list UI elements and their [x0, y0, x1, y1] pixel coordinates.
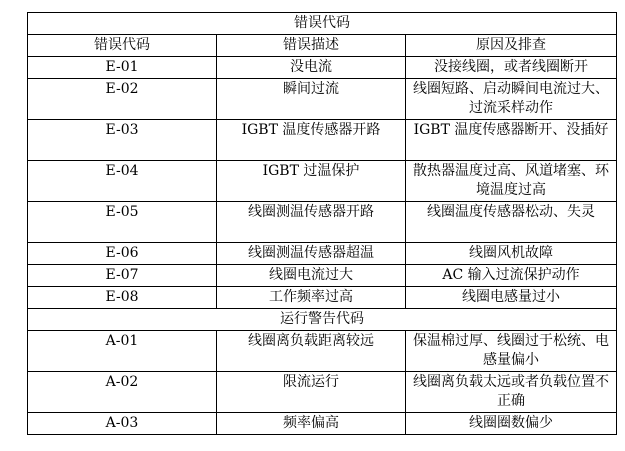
code-cell: E-03 [28, 120, 217, 161]
description-cell: 线圈测温传感器开路 [217, 202, 406, 243]
table-row [28, 413, 617, 435]
table-row [28, 161, 617, 202]
description-cell: IGBT 过温保护 [217, 161, 406, 202]
table-row [28, 202, 617, 243]
description-cell: 线圈电流过大 [217, 265, 406, 287]
cause-cell: 线圈离负载太远或者负载位置不正确 [406, 372, 617, 413]
table-row [28, 372, 617, 413]
code-cell: E-04 [28, 161, 217, 202]
description-cell: 限流运行 [217, 372, 406, 413]
code-cell: E-01 [28, 57, 217, 79]
code-cell: E-02 [28, 79, 217, 120]
table-row [28, 331, 617, 372]
warning-section-row [28, 309, 617, 331]
description-cell: 工作频率过高 [217, 287, 406, 309]
cause-cell: 散热器温度过高、风道堵塞、环境温度过高 [406, 161, 617, 202]
description-cell: IGBT 温度传感器开路 [217, 120, 406, 161]
table-row [28, 265, 617, 287]
description-cell: 线圈离负载距离较远 [217, 331, 406, 372]
cause-cell: 线圈短路、启动瞬间电流过大、过流采样动作 [406, 79, 617, 120]
header-row [28, 35, 617, 57]
cause-cell: 没接线圈，或者线圈断开 [406, 57, 617, 79]
description-cell: 线圈测温传感器超温 [217, 243, 406, 265]
header-description: 错误描述 [217, 35, 406, 57]
code-cell: A-02 [28, 372, 217, 413]
cause-cell: 线圈风机故障 [406, 243, 617, 265]
header-code: 错误代码 [28, 35, 217, 57]
error-code-table [27, 12, 617, 435]
description-cell: 频率偏高 [217, 413, 406, 435]
error-section-title: 错误代码 [28, 13, 617, 35]
table-row [28, 243, 617, 265]
cause-cell: 线圈圈数偏少 [406, 413, 617, 435]
table-row [28, 120, 617, 161]
description-cell: 瞬间过流 [217, 79, 406, 120]
code-cell: E-07 [28, 265, 217, 287]
code-cell: A-01 [28, 331, 217, 372]
table-row [28, 79, 617, 120]
code-cell: A-03 [28, 413, 217, 435]
cause-cell: 线圈电感量过小 [406, 287, 617, 309]
cause-cell: 保温棉过厚、线圈过于松统、电感量偏小 [406, 331, 617, 372]
cause-cell: 线圈温度传感器松动、失灵 [406, 202, 617, 243]
cause-cell: AC 输入过流保护动作 [406, 265, 617, 287]
table-row [28, 287, 617, 309]
code-cell: E-06 [28, 243, 217, 265]
header-cause: 原因及排查 [406, 35, 617, 57]
warning-section-title: 运行警告代码 [28, 309, 617, 331]
cause-cell: IGBT 温度传感器断开、没插好 [406, 120, 617, 161]
error-section-row [28, 13, 617, 35]
description-cell: 没电流 [217, 57, 406, 79]
code-cell: E-08 [28, 287, 217, 309]
code-cell: E-05 [28, 202, 217, 243]
table-row [28, 57, 617, 79]
table-body [28, 13, 617, 435]
